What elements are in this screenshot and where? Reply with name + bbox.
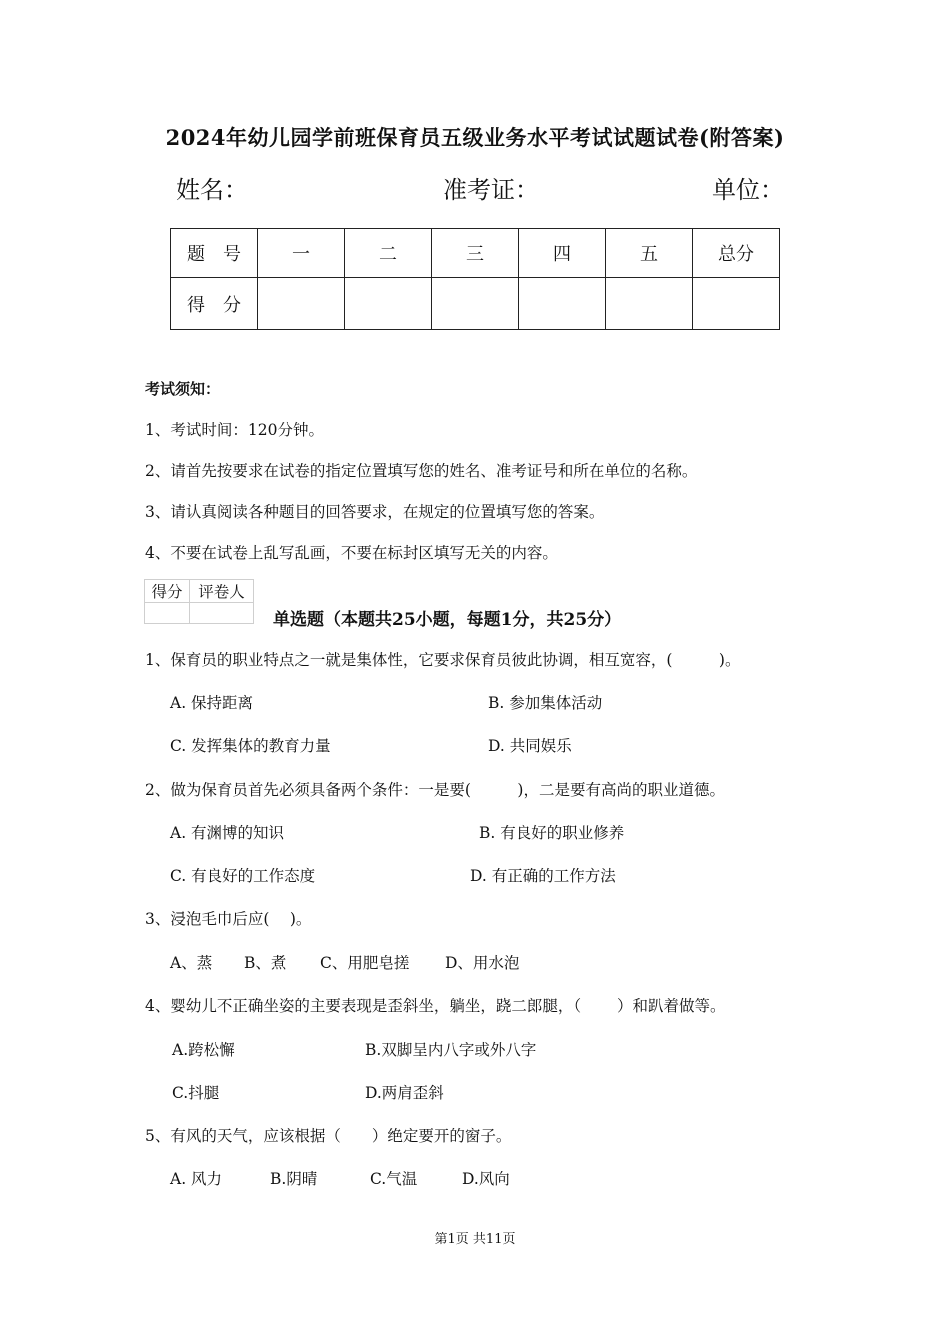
notice-item: 2、请首先按要求在试卷的指定位置填写您的姓名、准考证号和所在单位的名称。 [145,462,698,480]
option-b: B、煮 [244,954,287,972]
option-b: B.阴晴 [270,1170,318,1188]
notice-item: 1、考试时间：120分钟。 [145,421,324,439]
question-stem: 3、浸泡毛巾后应( )。 [145,910,312,928]
option-c: C、用肥皂搓 [320,954,410,972]
option-a: A.跨松懈 [172,1041,235,1059]
notice-title: 考试须知： [145,380,221,398]
section-title: 单选题（本题共25小题，每题1分，共25分） [273,610,622,630]
notice-item: 3、请认真阅读各种题目的回答要求，在规定的位置填写您的答案。 [145,503,605,521]
score-cell-label: 题 号 [171,229,258,278]
option-b: B. 有良好的职业修养 [479,824,625,842]
option-d: D. 有正确的工作方法 [470,867,616,885]
grader-score-input[interactable] [145,603,190,624]
option-c: C.抖腿 [172,1084,220,1102]
question-stem: 4、婴幼儿不正确坐姿的主要表现是歪斜坐，躺坐，跷二郎腿，（ ）和趴着做等。 [145,997,726,1015]
page-number: 第1页 共11页 [434,1232,516,1247]
option-d: D. 共同娱乐 [488,737,572,755]
score-row-label: 得 分 [171,278,258,330]
score-input-cell[interactable] [693,278,780,330]
score-table [170,228,780,330]
unit-field-label: 单位： [712,176,784,204]
option-a: A. 风力 [170,1170,223,1188]
score-input-cell[interactable] [258,278,345,330]
question-stem: 5、有风的天气，应该根据（ ）绝定要开的窗子。 [145,1127,512,1145]
option-a: A. 保持距离 [170,694,254,712]
score-cell-q1: 一 [258,229,345,278]
option-d: D.风向 [462,1170,510,1188]
score-table-score-row [171,278,780,330]
option-c: C. 发挥集体的教育力量 [170,737,331,755]
exam-id-field-label: 准考证： [443,176,539,204]
option-c: C.气温 [370,1170,418,1188]
score-cell-q2: 二 [345,229,432,278]
score-input-cell[interactable] [519,278,606,330]
option-c: C. 有良好的工作态度 [170,867,316,885]
grader-name-label: 评卷人 [190,580,254,603]
page-title: 2024年幼儿园学前班保育员五级业务水平考试试题试卷(附答案) [165,125,785,150]
question-stem: 1、保育员的职业特点之一就是集体性，它要求保育员彼此协调，相互宽容，( )。 [145,651,741,669]
score-cell-total: 总分 [693,229,780,278]
score-cell-q3: 三 [432,229,519,278]
option-b: B. 参加集体活动 [488,694,603,712]
grader-name-input[interactable] [190,603,254,624]
question-stem: 2、做为保育员首先必须具备两个条件：一是要( )，二是要有高尚的职业道德。 [145,781,725,799]
score-input-cell[interactable] [432,278,519,330]
option-a: A、蒸 [170,954,213,972]
score-input-cell[interactable] [606,278,693,330]
option-a: A. 有渊博的知识 [170,824,285,842]
score-cell-q4: 四 [519,229,606,278]
score-table-header-row [171,229,780,278]
notice-item: 4、不要在试卷上乱写乱画，不要在标封区填写无关的内容。 [145,544,558,562]
option-b: B.双脚呈内八字或外八字 [365,1041,537,1059]
grader-score-label: 得分 [145,580,190,603]
option-d: D.两肩歪斜 [365,1084,444,1102]
score-cell-q5: 五 [606,229,693,278]
score-input-cell[interactable] [345,278,432,330]
grader-box [144,579,254,624]
name-field-label: 姓名： [176,176,248,204]
option-d: D、用水泡 [445,954,520,972]
